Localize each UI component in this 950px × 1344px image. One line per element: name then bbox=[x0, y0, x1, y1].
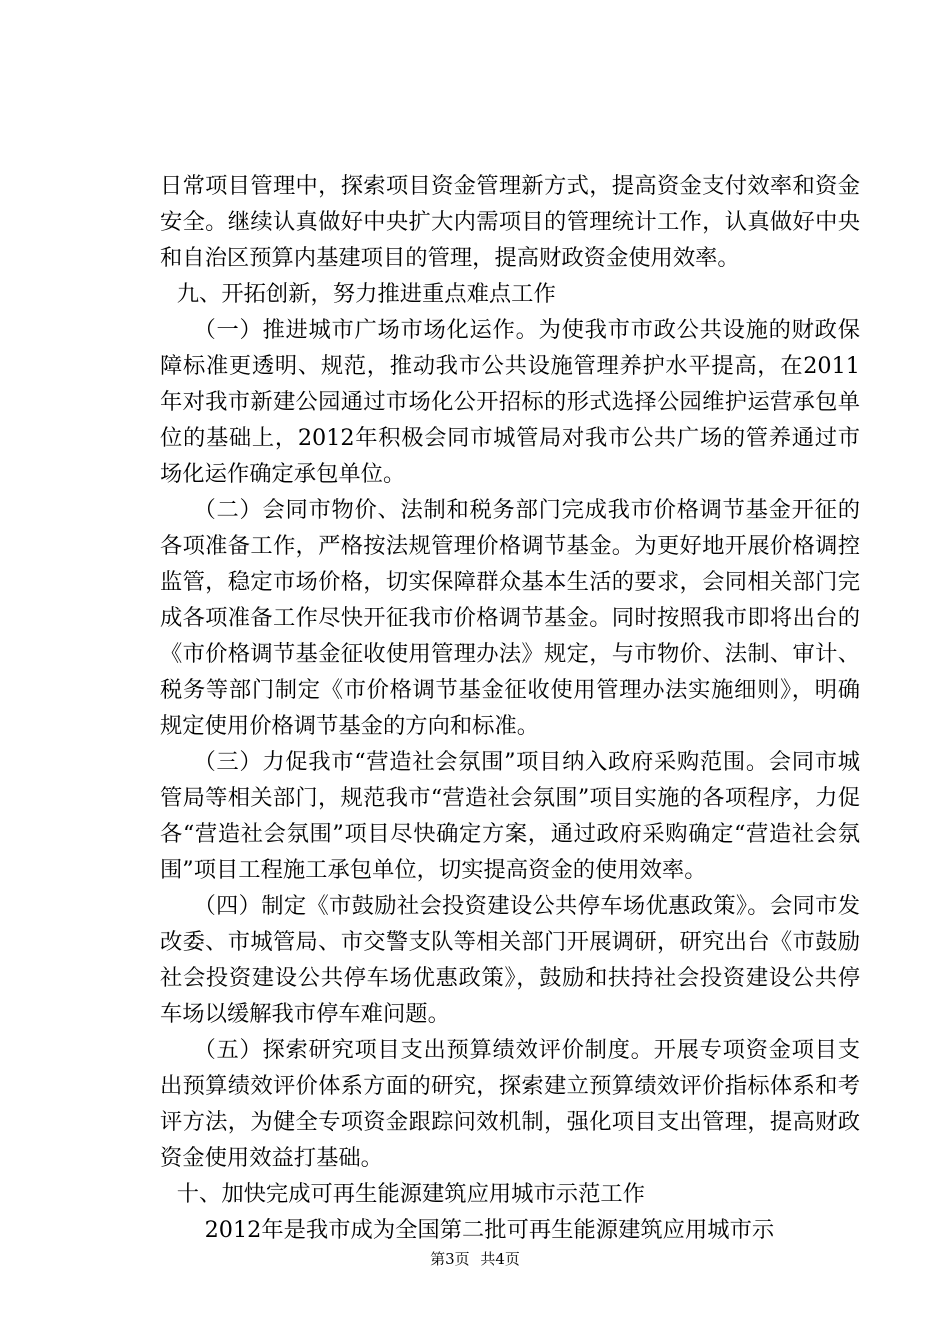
paragraph-item-five: （五）探索研究项目支出预算绩效评价制度。开展专项资金项目支出预算绩效评价体系方面的研究，探索建立预算绩效评价指标体系和考评方法，为健全专项资金跟踪问效机制，强化项目支出管理，提高财政资金使用效益打基础。 bbox=[160, 1037, 860, 1171]
section-heading-nine: 九、开拓创新，努力推进重点难点工作 bbox=[176, 281, 556, 307]
paragraph-item-three: （三）力促我市“营造社会氛围”项目纳入政府采购范围。会同市城管局等相关部门，规范我市“营造社会氛围”项目实施的各项程序，力促各“营造社会氛围”项目尽快确定方案，通过政府采购确定“营造社会氛围”项目工程施工承包单位，切实提高资金的使用效率。 bbox=[160, 749, 860, 883]
page-total: 共4页 bbox=[480, 1250, 520, 1268]
page-number: 第3页 bbox=[430, 1250, 470, 1268]
section-heading-ten: 十、加快完成可再生能源建筑应用城市示范工作 bbox=[176, 1181, 645, 1207]
paragraph-item-four: （四）制定《市鼓励社会投资建设公共停车场优惠政策》。会同市发改委、市城管局、市交警支队等相关部门开展调研，研究出台《市鼓励社会投资建设公共停车场优惠政策》，鼓励和扶持社会投资建设公共停车场以缓解我市停车难问题。 bbox=[160, 893, 860, 1027]
paragraph-continuation: 日常项目管理中，探索项目资金管理新方式，提高资金支付效率和资金安全。继续认真做好中央扩大内需项目的管理统计工作，认真做好中央和自治区预算内基建项目的管理，提高财政资金使用效率。 bbox=[160, 173, 860, 271]
paragraph-item-one: （一）推进城市广场市场化运作。为使我市市政公共设施的财政保障标准更透明、规范，推动我市公共设施管理养护水平提高，在2011年对我市新建公园通过市场化公开招标的形式选择公园维护运营承包单位的基础上，2012年积极会同市城管局对我市公共广场的管养通过市场化运作确定承包单位。 bbox=[160, 317, 860, 487]
paragraph-item-two: （二）会同市物价、法制和税务部门完成我市价格调节基金开征的各项准备工作，严格按法规管理价格调节基金。为更好地开展价格调控监管，稳定市场价格，切实保障群众基本生活的要求，会同相关部门完成各项准备工作尽快开征我市价格调节基金。同时按照我市即将出台的《市价格调节基金征收使用管理办法》规定，与市物价、法制、审计、税务等部门制定《市价格调节基金征收使用管理办法实施细则》，明确规定使用价格调节基金的方向和标准。 bbox=[160, 497, 860, 739]
page-footer bbox=[0, 1249, 950, 1269]
paragraph-section-ten-intro: 2012年是我市成为全国第二批可再生能源建筑应用城市示 bbox=[204, 1217, 775, 1243]
document-body bbox=[160, 168, 860, 1248]
